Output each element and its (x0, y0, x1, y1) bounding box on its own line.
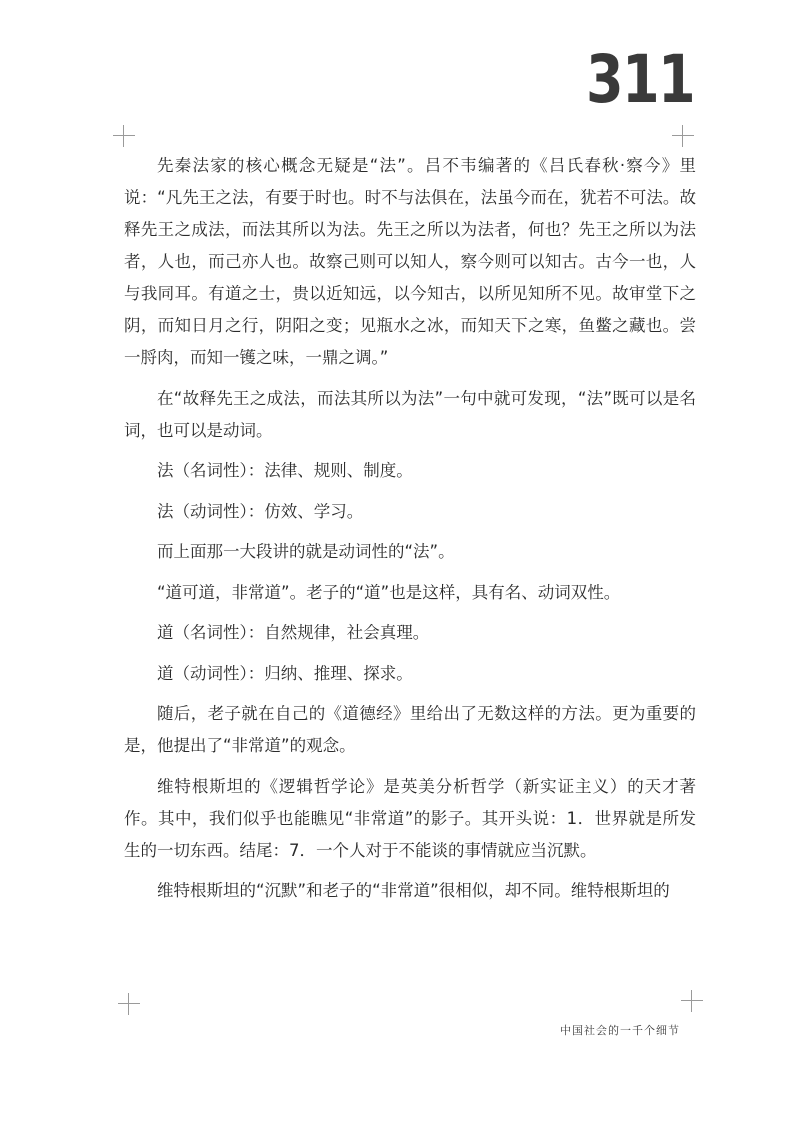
crop-mark-bottom-left (118, 993, 140, 1015)
paragraph-wittgenstein-tractatus: 维特根斯坦的《逻辑哲学论》是英美分析哲学（新实证主义）的天才著作。其中，我们似乎也能瞧见“非常道”的影子。其开头说：1．世界就是所发生的一切东西。结尾：7．一个人对于不能谈的事情就应当沉默。 (124, 776, 696, 860)
paragraph-dao-noun: 道（名词性）：自然规律，社会真理。 (157, 623, 430, 642)
paragraph-fa-verb: 法（动词性）：仿效、学习。 (157, 501, 364, 521)
running-footer-title: 中国社会的一千个细节 (560, 1024, 680, 1037)
page-number: 311 (586, 41, 695, 118)
paragraph-fa-noun: 法（名词性）：法律、规则、制度。 (157, 461, 413, 480)
paragraph-dao-verb: 道（动词性）：归纳、推理、探求。 (157, 663, 413, 683)
paragraph-fa-definition: 先秦法家的核心概念无疑是“法”。吕不韦编著的《吕氏春秋·察今》里说：“凡先王之法，有要于时也。时不与法俱在，法虽今而在，犹若不可法。故释先王之成法，而法其所以为法。先王之所以为法者，何也？先王之所以为法者，人也，而己亦人也。故察己则可以知人，察今则可以知古。古今一也，人与我同耳。有道之士，贵以近知远，以今知古，以所见知所不见。故审堂下之阴，而知日月之行，阴阳之变；见瓶水之冰，而知天下之寒，鱼鳖之藏也。尝一脟肉，而知一镬之味，一鼎之调。” (124, 156, 696, 367)
paragraph-dao-quote: “道可道，非常道”。老子的“道”也是这样，具有名、动词双性。 (157, 582, 621, 602)
paragraph-wittgenstein-silence: 维特根斯坦的“沉默”和老子的“非常道”很相似，却不同。维特根斯坦的 (157, 881, 670, 900)
paragraph-fa-noun-verb: 在“故释先王之成法，而法其所以为法”一句中就可发现，“法”既可以是名词，也可以是动词。 (124, 388, 696, 440)
body-text (124, 150, 696, 916)
crop-mark-top-right (672, 125, 694, 147)
crop-mark-top-left (113, 125, 135, 147)
paragraph-verb-fa: 而上面那一大段讲的就是动词性的“法”。 (157, 542, 455, 561)
paragraph-daodejing: 随后，老子就在自己的《道德经》里给出了无数这样的方法。更为重要的是，他提出了“非常道”的观念。 (124, 704, 696, 755)
crop-mark-bottom-right (681, 990, 703, 1012)
